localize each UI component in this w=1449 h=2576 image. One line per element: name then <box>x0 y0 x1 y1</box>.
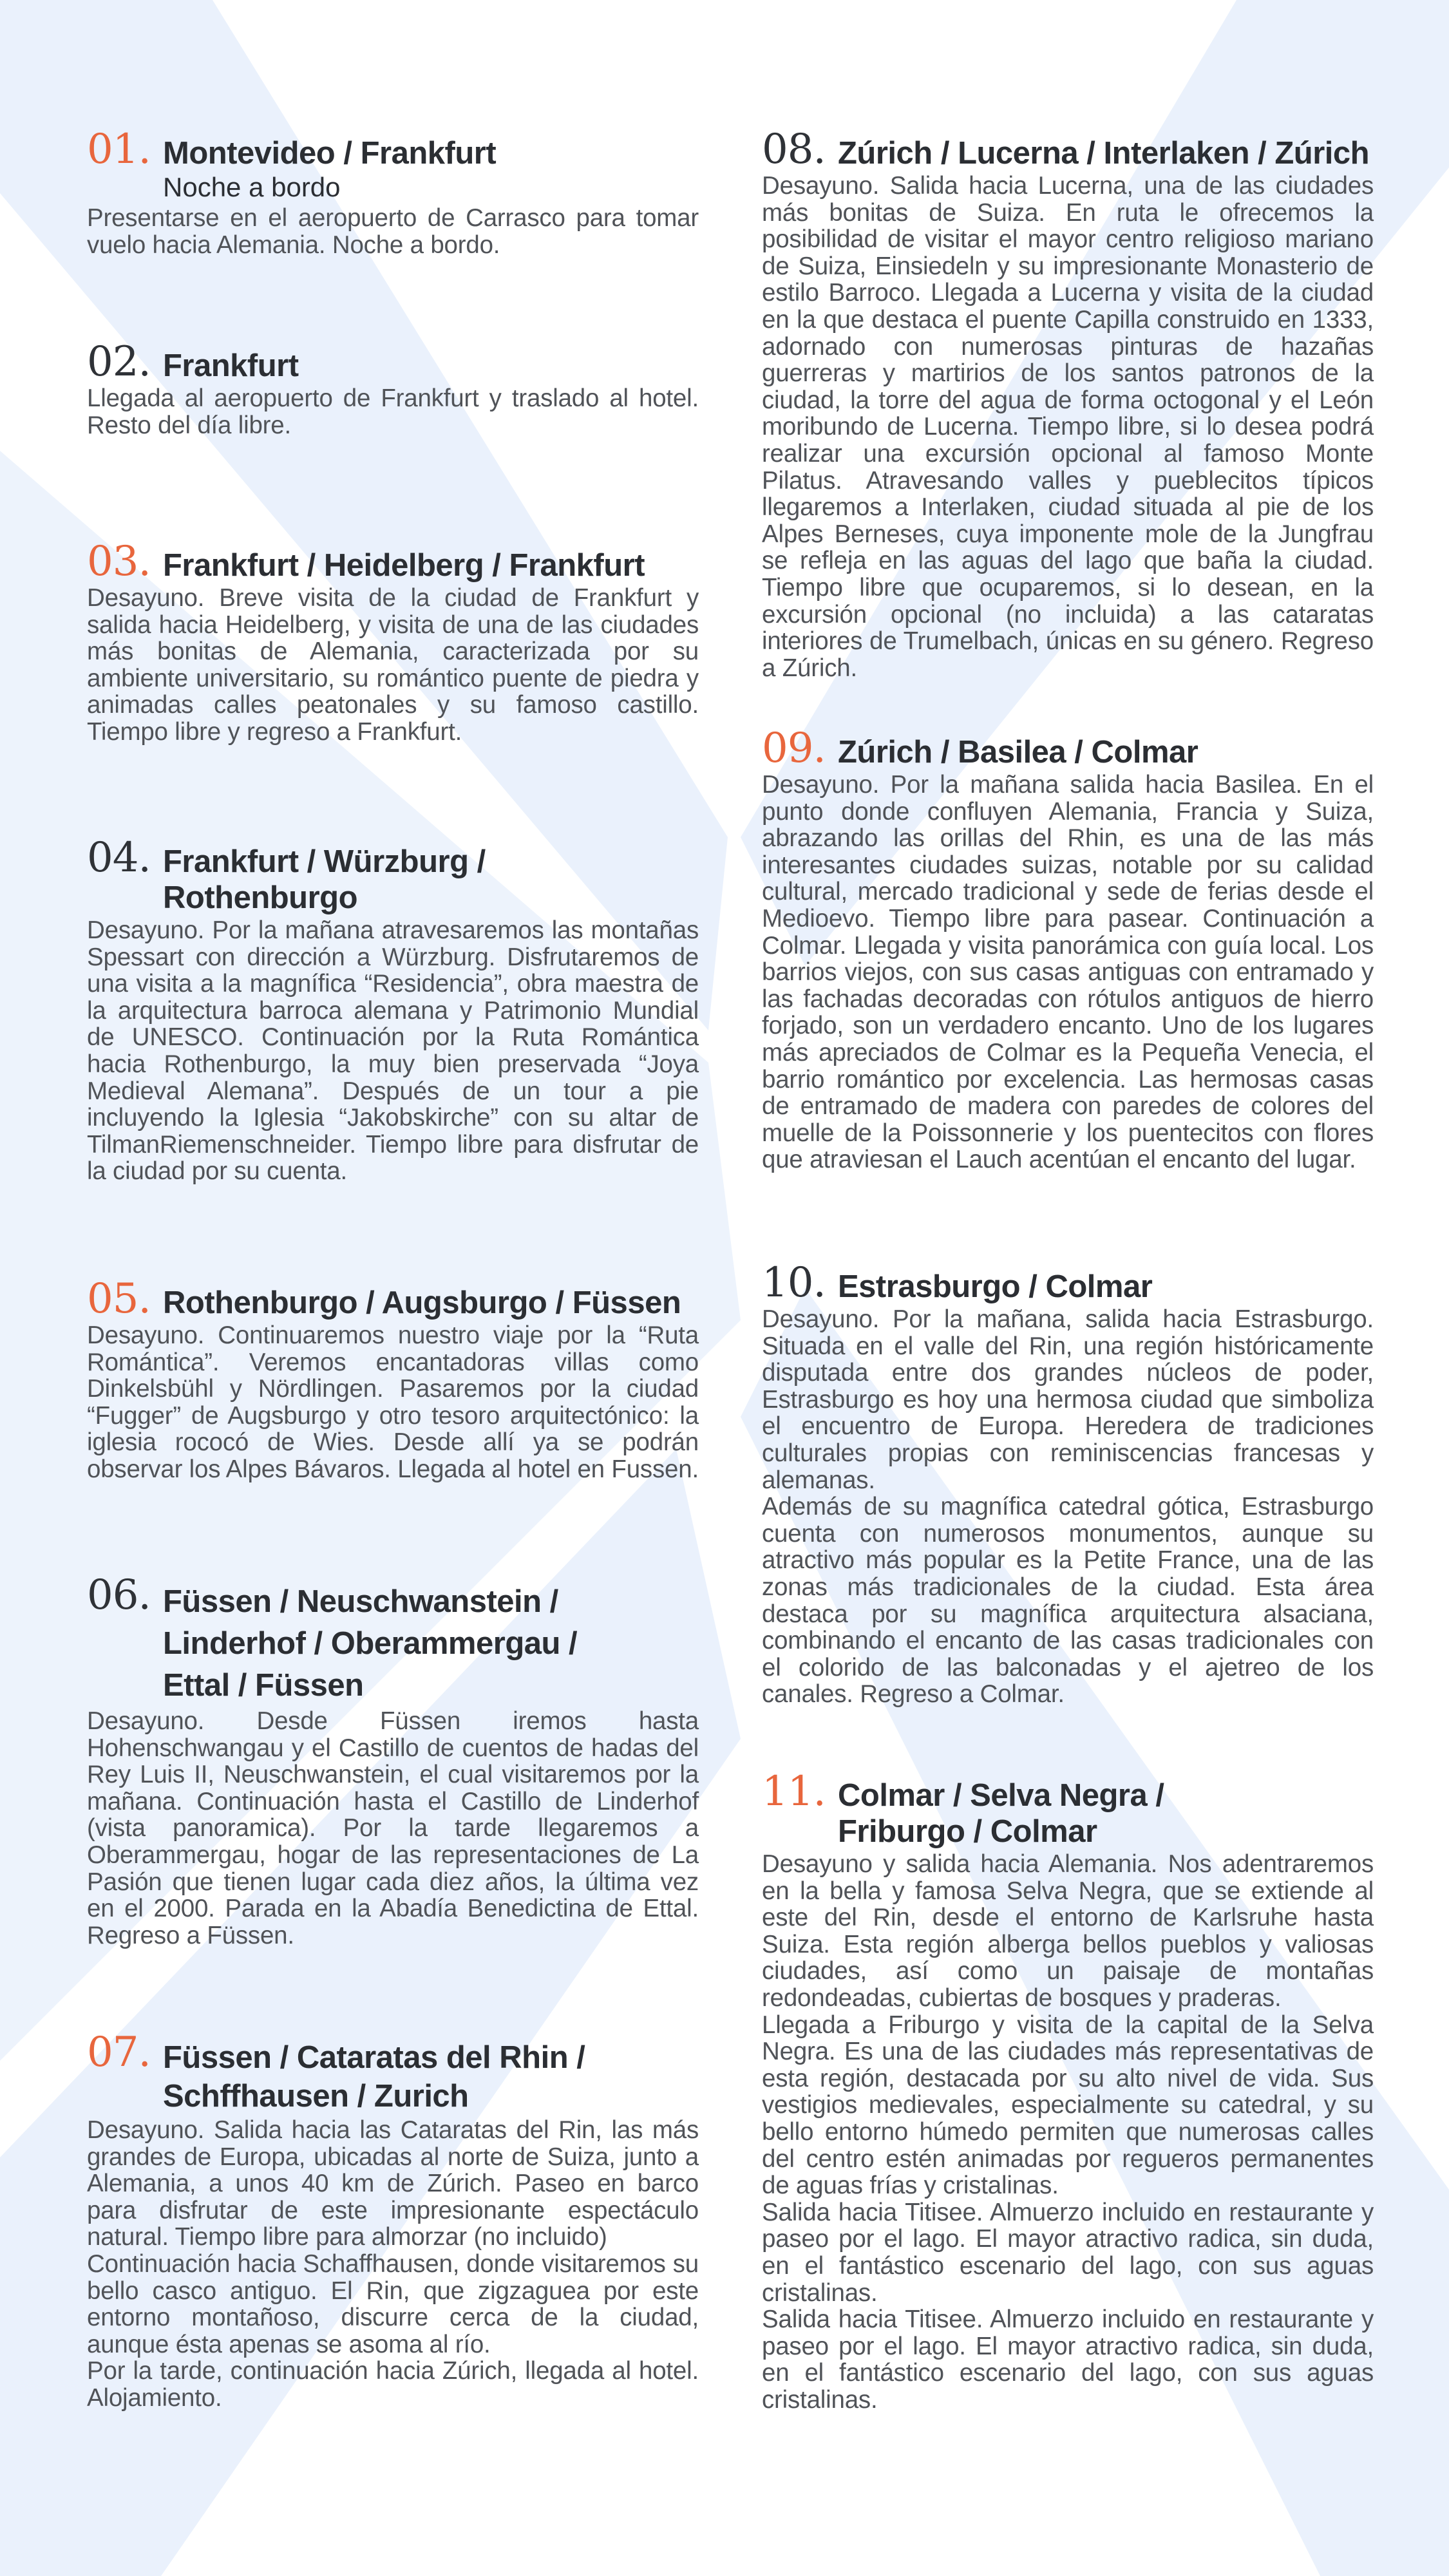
day-number: 05. <box>87 1275 151 1323</box>
paragraph: Por la tarde, continuación hacia Zúrich, llegada al hotel. Alojamiento. <box>87 2357 699 2412</box>
paragraph: Llegada al aeropuerto de Frankfurt y traslado al hotel. Resto del día libre. <box>87 384 699 439</box>
day-header <box>762 724 1374 772</box>
day-header <box>87 538 699 585</box>
day-03 <box>87 538 699 746</box>
paragraph: Salida hacia Titisee. Almuerzo incluido en restaurante y paseo por el lago. El mayor atractivo radica, sin duda, en el fantástico escenario del lago, con sus aguas cristalinas. <box>762 2306 1374 2414</box>
day-description <box>87 205 699 258</box>
day-05 <box>87 1275 699 1483</box>
day-number: 03. <box>87 538 151 585</box>
day-number: 09. <box>762 724 826 772</box>
day-08 <box>762 126 1374 682</box>
day-07 <box>87 2029 699 2412</box>
paragraph: Desayuno. Por la mañana atravesaremos las montañas Spessart con dirección a Würzburg. Disfrutaremos de una visita a la magnífica “Residencia”, obra maestra de la arquitectura barroca alemana y Patrimonio Mundial de UNESCO. Continuación por la Ruta Romántica hacia Rothenburgo, la muy bien preservada “Joya Medieval Alemana”. Después de un tour a pie incluyendo la Iglesia “Jakobskirche” con su altar de TilmanRiemenschneider. Tiempo libre para disfrutar de la ciudad por su cuenta. <box>87 916 699 1186</box>
day-description <box>762 173 1374 681</box>
day-title: Frankfurt / Würzburg / Rothenburgo <box>163 844 486 915</box>
day-header <box>87 338 699 386</box>
day-description <box>762 772 1374 1173</box>
day-header <box>87 126 699 204</box>
paragraph: Desayuno y salida hacia Alemania. Nos adentraremos en la bella y famosa Selva Negra, que se extiende al este del Rin, desde el entorno de Karlsruhe hasta Suiza. Esta región alberga bellos pueblos y valiosas ciudades, así como un paisaje de montañas redondeadas, cubiertas de bosques y praderas. <box>762 1850 1374 2012</box>
day-04 <box>87 834 699 1186</box>
day-number: 11. <box>762 1768 826 1815</box>
paragraph: Salida hacia Titisee. Almuerzo incluido en restaurante y paseo por el lago. El mayor atractivo radica, sin duda, en el fantástico escenario del lago, con sus aguas cristalinas. <box>762 2198 1374 2307</box>
paragraph: Presentarse en el aeropuerto de Carrasco para tomar vuelo hacia Alemania. Noche a bordo. <box>87 204 699 259</box>
paragraph: Desayuno. Breve visita de la ciudad de Frankfurt y salida hacia Heidelberg, y visita de una de las ciudades más bonitas de Alemania, caracterizada por su ambiente universitario, su romántico puente de piedra y animadas calles peatonales y su famoso castillo. Tiempo libre y regreso a Frankfurt. <box>87 584 699 746</box>
day-number: 01. <box>87 126 151 173</box>
day-number: 07. <box>87 2029 151 2076</box>
day-header <box>762 126 1374 173</box>
day-title: Zúrich / Lucerna / Interlaken / Zúrich <box>838 136 1370 171</box>
day-description <box>87 385 699 439</box>
day-header <box>762 1768 1374 1850</box>
day-description <box>87 1708 699 1949</box>
day-number: 04. <box>87 834 151 882</box>
day-title: Estrasburgo / Colmar <box>838 1269 1153 1304</box>
day-header <box>87 1275 699 1323</box>
day-number: 06. <box>87 1571 151 1619</box>
day-title: Füssen / Neuschwanstein / Linderhof / Oberammergau / Ettal / Füssen <box>163 1584 578 1703</box>
day-description <box>87 1322 699 1483</box>
day-title: Frankfurt / Heidelberg / Frankfurt <box>163 548 645 583</box>
day-10 <box>762 1259 1374 1709</box>
day-title: Füssen / Cataratas del Rhin / Schffhausen / Zurich <box>163 2040 585 2114</box>
day-number: 02. <box>87 338 151 386</box>
paragraph: Además de su magnífica catedral gótica, Estrasburgo cuenta con numerosos monumentos, aunque su atractivo más popular es la Petite France, una de las zonas más tradicionales de la ciudad. Esta área destaca por su magnífica arquitectura alsaciana, combinando el encanto de las casas tradicionales con el colorido de las balconadas y el ajetreo de los canales. Regreso a Colmar. <box>762 1493 1374 1709</box>
day-01 <box>87 126 699 259</box>
paragraph: Desayuno. Por la mañana salida hacia Basilea. En el punto donde confluyen Alemania, Francia y Suiza, abrazando las orillas del Rhin, es una de las más interesantes ciudades suizas, notable por su calidad cultural, mercado tradicional y sede de ferias desde el Medioevo. Tiempo libre para pasear. Continuación a Colmar. Llegada y visita panorámica con guía local. Los barrios viejos, con sus casas antiguas con entramado y las fachadas decoradas con rótulos antiguos de hierro forjado, son un verdadero encanto. Uno de los lugares más apreciados de Colmar es la Pequeña Venecia, el barrio romántico por excelencia. Las hermosas casas de entramado de madera con paredes de colores del muelle de la Poissonnerie y los puentecitos con flores que atraviesan el Lauch acentúan el encanto del lugar. <box>762 771 1374 1174</box>
paragraph: Desayuno. Salida hacia Lucerna, una de las ciudades más bonitas de Suiza. En ruta le ofrecemos la posibilidad de visitar el mayor centro religioso mariano de Suiza, Einsiedeln y su impresionante Monasterio de estilo Barroco. Llegada a Lucerna y visita de la ciudad en la que destaca el puente Capilla construido en 1333, adornado con numerosas pinturas de hazañas guerreras y martirios de los santos patronos de la ciudad, la torre del agua de forma octogonal y el León moribundo de Lucerna. Tiempo libre, si lo desea podrá realizar una excursión opcional al famoso Monte Pilatus. Atravesando valles y pueblecitos típicos llegaremos a Interlaken, ciudad situada al pie de los Alpes Berneses, cuya imponente mole de la Jungfrau se refleja en las aguas del lago que baña la ciudad. Tiempo libre que ocuparemos, si lo desean, en la excursión opcional (no incluida) a las cataratas interiores de Trumelbach, únicas en su género. Regreso a Zúrich. <box>762 172 1374 682</box>
paragraph: Desayuno. Desde Füssen iremos hasta Hohenschwangau y el Castillo de cuentos de hadas del Rey Luis II, Neuschwanstein, el cual visitaremos por la mañana. Continuación hasta el Castillo de Linderhof (vista panoramica). Por la tarde llegaremos a Oberammergau, hogar de las representaciones de La Pasión que tienen lugar cada diez años, la última vez en el 2000. Parada en la Abadía Benedictina de Ettal. Regreso a Füssen. <box>87 1707 699 1949</box>
paragraph: Desayuno. Continuaremos nuestro viaje por la “Ruta Romántica”. Veremos encantadoras villas como Dinkelsbühl y Nördlingen. Pasaremos por la ciudad “Fugger” de Augsburgo y otro tesoro arquitectónico: la iglesia rococó de Wies. Desde allí ya se podrán observar los Alpes Bávaros. Llegada al hotel en Fussen. <box>87 1321 699 1483</box>
day-description <box>762 1306 1374 1708</box>
paragraph: Llegada a Friburgo y visita de la capital de la Selva Negra. Es una de las ciudades más representativas de esta región, destacada por su alto nivel de vida. Sus vestigios medievales, especialmente su catedral, y su bello entorno húmedo permiten que numerosas calles del centro estén animadas por regueros permanentes de aguas frías y cristalinas. <box>762 2011 1374 2200</box>
day-title: Colmar / Selva Negra / Friburgo / Colmar <box>838 1778 1164 1849</box>
paragraph: Desayuno. Por la mañana, salida hacia Estrasburgo. Situada en el valle del Rin, una región históricamente disputada entre dos grandes núcleos de poder, Estrasburgo es hoy una hermosa ciudad que simboliza el encuentro de Europa. Heredera de tradiciones culturales propias con reminiscencias francesas y alemanas. <box>762 1305 1374 1494</box>
day-header <box>87 834 699 916</box>
day-description <box>87 2117 699 2412</box>
day-header <box>762 1259 1374 1307</box>
day-number: 10. <box>762 1259 826 1307</box>
paragraph: Desayuno. Salida hacia las Cataratas del Rin, las más grandes de Europa, ubicadas al norte de Suiza, junto a Alemania, a unos 40 km de Zúrich. Paseo en barco para disfrutar de este impresionante espectáculo natural. Tiempo libre para almorzar (no incluido) <box>87 2116 699 2251</box>
day-description <box>87 917 699 1185</box>
day-header <box>87 2029 699 2116</box>
day-header <box>87 1571 699 1707</box>
day-number: 08. <box>762 126 826 173</box>
day-09 <box>762 724 1374 1174</box>
day-11 <box>762 1768 1374 2414</box>
day-subtitle: Noche a bordo <box>163 172 341 202</box>
day-06 <box>87 1571 699 1949</box>
day-title: Frankfurt <box>163 348 299 383</box>
day-02 <box>87 338 699 439</box>
day-title: Montevideo / Frankfurt <box>163 136 497 171</box>
paragraph: Continuación hacia Schaffhausen, donde visitaremos su bello casco antiguo. El Rin, que zigzaguea por este entorno montañoso, discurre cerca de la ciudad, aunque ésta apenas se asoma al río. <box>87 2249 699 2358</box>
day-description <box>762 1851 1374 2413</box>
day-title: Zúrich / Basilea / Colmar <box>838 735 1198 770</box>
day-title: Rothenburgo / Augsburgo / Füssen <box>163 1285 681 1320</box>
day-description <box>87 585 699 746</box>
